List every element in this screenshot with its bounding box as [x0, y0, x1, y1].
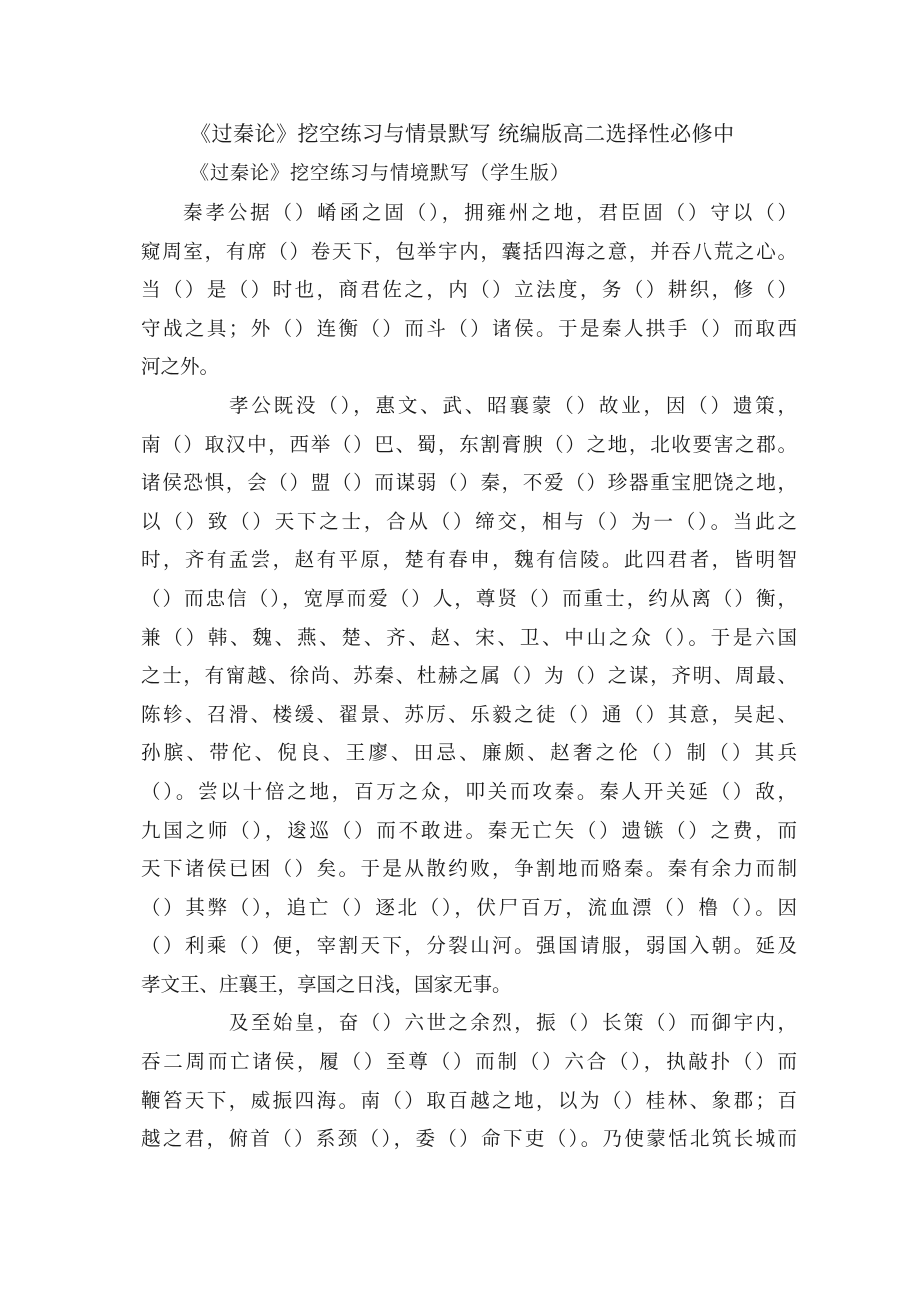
text-line: 孙膑、带佗、倪良、王廖、田忌、廉颇、赵奢之伦（）制（）其兵 [141, 741, 797, 765]
text-line: 南（）取汉中，西举（）巴、蜀，东割膏腴（）之地，北收要害之郡。 [141, 432, 797, 456]
text-line: 越之君，俯首（）系颈（），委（）命下吏（）。乃使蒙恬北筑长城而 [141, 1127, 797, 1151]
text-line: 兼（）韩、魏、燕、楚、齐、赵、宋、卫、中山之众（）。于是六国 [141, 625, 797, 649]
text-line: 九国之师（），逡巡（）而不敢进。秦无亡矢（）遗镞（）之费，而 [141, 818, 797, 842]
paragraph [141, 194, 801, 387]
document-title: 《过秦论》挖空练习与情景默写 统编版高二选择性必修中 [190, 122, 735, 146]
text-line: （）而忠信（），宽厚而爱（）人，尊贤（）而重士，约从离（）衡， [141, 586, 797, 610]
text-line: 天下诸侯已困（）矣。于是从散约败，争割地而赂秦。秦有余力而制 [141, 857, 797, 881]
text-line: 吞二周而亡诸侯，履（）至尊（）而制（）六合（），执敲扑（）而 [141, 1050, 797, 1074]
text-line: 时，齐有孟尝，赵有平原，楚有春申，魏有信陵。此四君者，皆明智 [141, 548, 797, 572]
text-line: 当（）是（）时也，商君佐之，内（）立法度，务（）耕织，修（） [141, 278, 797, 302]
text-line: 孝公既没（），惠文、武、昭襄蒙（）故业，因（）遗策， [229, 393, 797, 417]
text-line: 以（）致（）天下之士，合从（）缔交，相与（）为一（）。当此之 [141, 509, 797, 533]
text-line: （）其弊（），追亡（）逐北（），伏尸百万，流血漂（）橹（）。因 [141, 895, 797, 919]
text-line: （）利乘（）便，宰割天下，分裂山河。强国请服，弱国入朝。延及 [141, 934, 797, 958]
text-line: 诸侯恐惧，会（）盟（）而谋弱（）秦，不爱（）珍器重宝肥饶之地， [141, 471, 797, 495]
text-line: （）。尝以十倍之地，百万之众，叩关而攻秦。秦人开关延（）敌， [141, 779, 797, 803]
text-line: 之士，有甯越、徐尚、苏秦、杜赫之属（）为（）之谋，齐明、周最、 [141, 664, 797, 688]
paragraph [141, 387, 801, 1005]
text-line: 及至始皇，奋（）六世之余烈，振（）长策（）而御宇内， [229, 1011, 797, 1035]
text-line: 陈轸、召滑、楼缓、翟景、苏厉、乐毅之徒（）通（）其意，吴起、 [141, 702, 797, 726]
text-line: 孝文王、庄襄王，享国之日浅，国家无事。 [141, 972, 512, 996]
text-line: 河之外。 [141, 355, 220, 379]
document-body [141, 194, 801, 1159]
document-subtitle: 《过秦论》挖空练习与情境默写（学生版） [190, 162, 571, 184]
paragraph [141, 1004, 801, 1158]
text-line: 秦孝公据（）崤函之固（），拥雍州之地，君臣固（）守以（） [183, 201, 797, 224]
text-line: 鞭笞天下，威振四海。南（）取百越之地，以为（）桂林、象郡；百 [141, 1088, 797, 1112]
text-line: 守战之具；外（）连衡（）而斗（）诸侯。于是秦人拱手（）而取西 [141, 316, 797, 340]
text-line: 窥周室，有席（）卷天下，包举宇内，囊括四海之意，并吞八荒之心。 [141, 239, 797, 263]
